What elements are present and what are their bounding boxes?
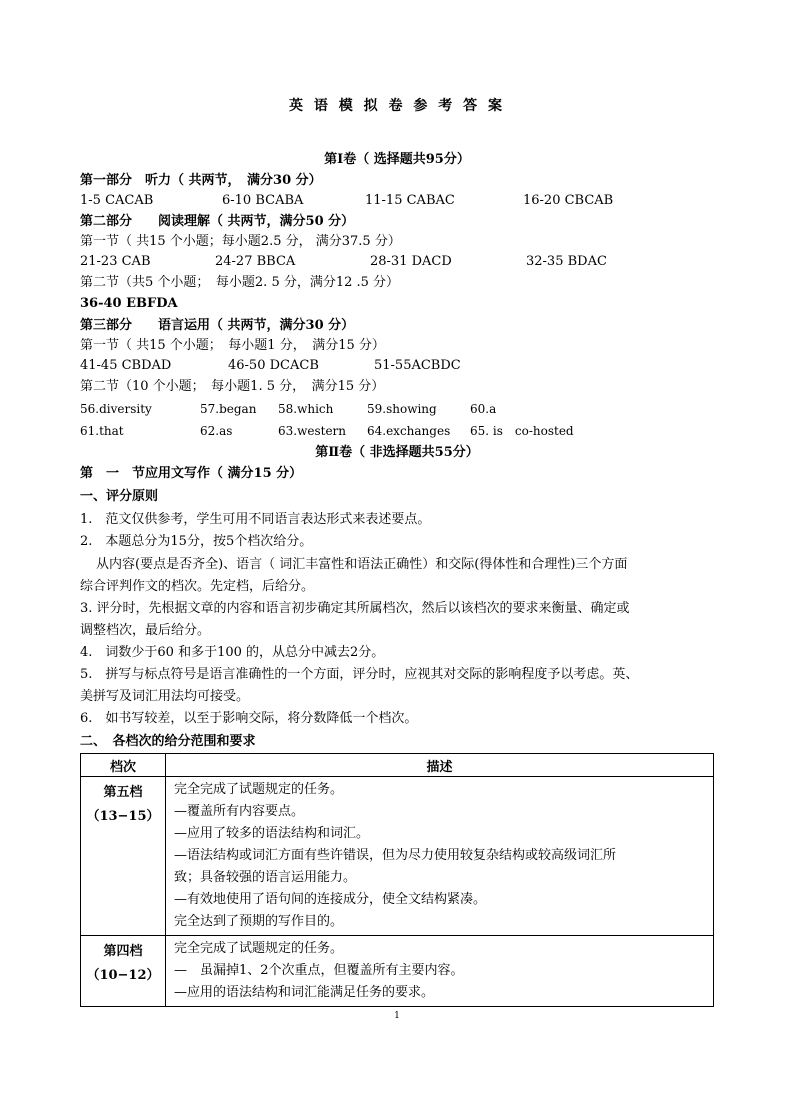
part2-heading: 第二部分 阅读理解（ 共两节，满分50 分） — [80, 214, 355, 229]
answer-item: 64.exchanges — [367, 424, 451, 438]
grade-score-range: （10−12） — [86, 968, 160, 983]
grade-description-cell — [166, 936, 714, 1007]
principle-item: 调整档次，最后给分。 — [80, 623, 211, 638]
description-line: 致；具备较强的语言运用能力。 — [174, 870, 357, 885]
grade-level-cell — [81, 777, 166, 936]
writing-section-heading: 第 一 节应用文写作（ 满分15 分） — [80, 466, 303, 481]
table-header-row — [81, 754, 714, 777]
answer-group: 32-35 BDAC — [526, 254, 607, 269]
part2-section1-heading: 第一节（ 共15 个小题；每小题2.5 分， 满分37.5 分） — [80, 234, 401, 249]
grades-heading: 二、 各档次的给分范围和要求 — [80, 734, 256, 749]
principle-item: 综合评判作文的档次。先定档，后给分。 — [80, 579, 315, 594]
answer-group: 16-20 CBCAB — [523, 193, 614, 208]
principle-item: 2. 本题总分为15分，按5个档次给分。 — [80, 534, 313, 549]
table-row — [81, 936, 714, 1007]
column-header-description: 描述 — [166, 754, 714, 777]
answer-group: 41-45 CBDAD — [80, 358, 172, 373]
grading-table — [80, 753, 714, 1007]
answer-group: 11-15 CABAC — [365, 193, 455, 208]
answer-item: 63.western — [278, 424, 347, 438]
answer-item: 56.diversity — [80, 402, 152, 416]
document-title: 英 语 模 拟 卷 参 考 答 案 — [289, 98, 505, 114]
answer-group: 21-23 CAB — [80, 254, 151, 269]
principle-item: 从内容(要点是否齐全)、语言（ 词汇丰富性和语法正确性）和交际(得体性和合理性)三个方面 — [96, 557, 628, 572]
part3-heading: 第三部分 语言运用（ 共两节，满分30 分） — [80, 318, 355, 333]
table-row — [81, 777, 714, 936]
answer-item: 60.a — [470, 402, 497, 416]
answer-group: 24-27 BBCA — [215, 254, 296, 269]
answer-group: 51-55ACBDC — [374, 358, 461, 373]
grade-level-cell — [81, 936, 166, 1007]
answer-group: 28-31 DACD — [370, 254, 452, 269]
answer-group: 46-50 DCACB — [228, 358, 319, 373]
principle-item: 4. 词数少于60 和多于100 的，从总分中减去2分。 — [80, 645, 385, 660]
description-line: —应用的语法结构和词汇能满足任务的要求。 — [174, 985, 435, 1000]
description-line: — 虽漏掉1、2个次重点，但覆盖所有主要内容。 — [174, 963, 464, 978]
answer-group: 6-10 BCABA — [222, 193, 304, 208]
principle-item: 1. 范文仅供参考，学生可用不同语言表达形式来表述要点。 — [80, 512, 431, 527]
description-line: —覆盖所有内容要点。 — [174, 804, 305, 819]
part3-section1-heading: 第一节（ 共15 个小题； 每小题1 分， 满分15 分） — [80, 338, 385, 353]
answer-item: 65. is co-hosted — [470, 424, 574, 438]
answer-item: 58.which — [278, 402, 334, 416]
principle-item: 美拼写及词汇用法均可接受。 — [80, 689, 250, 704]
answer-item: 62.as — [200, 424, 233, 438]
answer-group: 1-5 CACAB — [80, 193, 154, 208]
grade-description-cell — [166, 777, 714, 936]
description-line: 完全完成了试题规定的任务。 — [174, 782, 344, 797]
part3-section2-heading: 第二节（10 个小题； 每小题1. 5 分， 满分15 分） — [80, 379, 385, 394]
principles-heading: 一、评分原则 — [80, 489, 159, 504]
description-line: 完全完成了试题规定的任务。 — [174, 941, 344, 956]
description-line: —语法结构或词汇方面有些许错误，但为尽力使用较复杂结构或较高级词汇所 — [174, 848, 617, 863]
volume2-heading: 第Ⅱ卷（ 非选择题共55分） — [315, 445, 479, 460]
answer-group: 36-40 EBFDA — [80, 296, 178, 311]
principle-item: 3. 评分时，先根据文章的内容和语言初步确定其所属档次，然后以该档次的要求来衡量、确定或 — [80, 601, 630, 616]
principle-item: 6. 如书写较差，以至于影响交际，将分数降低一个档次。 — [80, 711, 418, 726]
answer-item: 61.that — [80, 424, 124, 438]
page-number: 1 — [394, 1011, 400, 1021]
description-line: 完全达到了预期的写作目的。 — [174, 914, 344, 929]
grade-level-name: 第四档 — [103, 944, 143, 959]
answer-item: 59.showing — [367, 402, 437, 416]
part2-section2-heading: 第二节（共5 个小题； 每小题2. 5 分，满分12 .5 分） — [80, 275, 400, 290]
grade-score-range: （13−15） — [86, 809, 160, 824]
volume1-heading: 第Ⅰ卷（ 选择题共95分） — [324, 152, 470, 167]
column-header-level: 档次 — [81, 754, 166, 777]
grade-level-name: 第五档 — [103, 785, 143, 800]
principle-item: 5. 拼写与标点符号是语言准确性的一个方面，评分时，应视其对交际的影响程度予以考虑。英、 — [80, 667, 639, 682]
answer-item: 57.began — [200, 402, 257, 416]
description-line: —应用了较多的语法结构和词汇。 — [174, 826, 370, 841]
description-line: —有效地使用了语句间的连接成分，使全文结构紧凑。 — [174, 892, 487, 907]
part1-heading: 第一部分 听力（ 共两节， 满分30 分） — [80, 173, 322, 188]
